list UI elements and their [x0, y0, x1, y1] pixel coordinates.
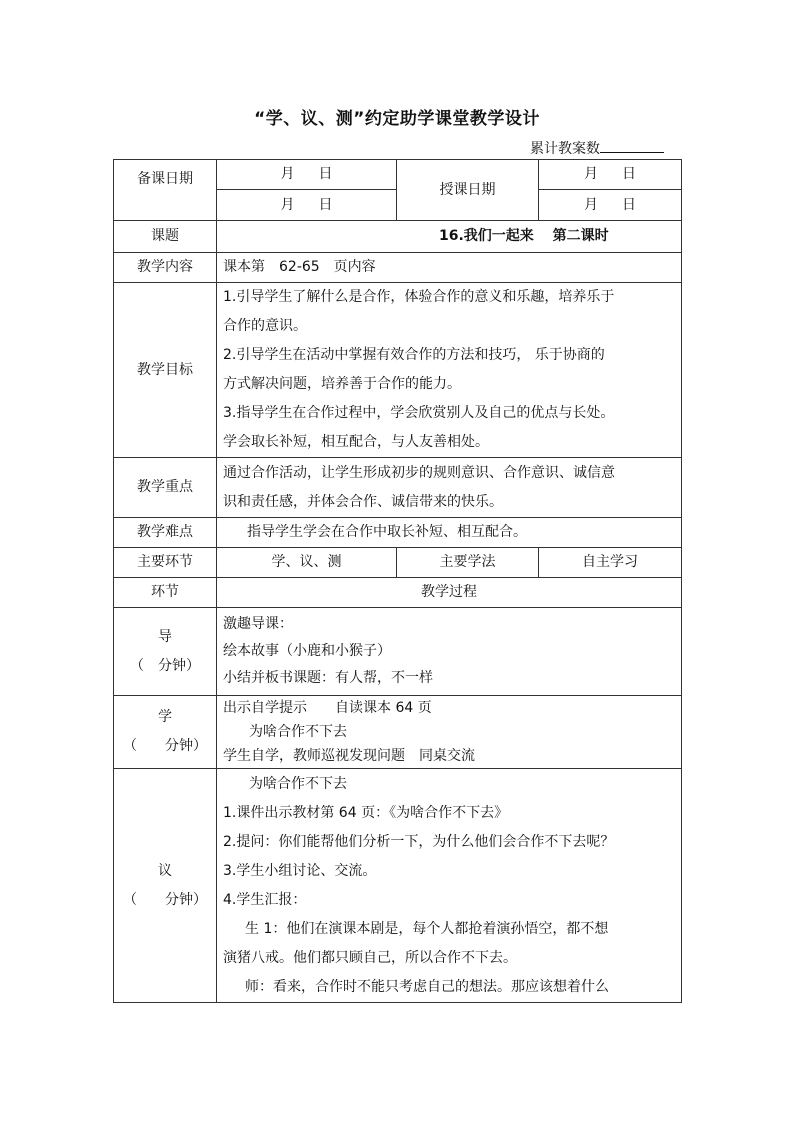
stage-line: 4.学生汇报：: [223, 891, 307, 908]
day-text: 日: [318, 166, 333, 182]
stage-xue-label: [114, 696, 217, 769]
prep-date-label: 备课日期: [114, 160, 217, 221]
stage-line: 为啥合作不下去: [249, 724, 347, 740]
stage-line: 演猪八戒。他们都只顾自己，所以合作不下去。: [223, 949, 517, 966]
stage-line: 生 1：他们在演课本剧是，每个人都抢着演孙悟空，都不想: [245, 920, 609, 937]
stage-time: （ 分钟）: [130, 657, 200, 674]
lesson-plan-table: [113, 159, 682, 1003]
stage-line: 1.课件出示教材第 64 页：《为啥合作不下去》: [223, 804, 509, 821]
day-text: 日: [318, 196, 333, 213]
main-method-label: 主要学法: [397, 548, 539, 578]
goal-line: 3.指导学生在合作过程中，学会欣赏别人及自己的优点与长处。: [223, 405, 615, 421]
teach-date-1: [539, 160, 682, 190]
month-text: 月: [584, 166, 598, 182]
stage-line: 为啥合作不下去: [249, 775, 347, 792]
stage-line: 2.提问：你们能帮他们分析一下，为什么他们会合作不下去呢？: [223, 833, 615, 850]
process-label: 教学过程: [217, 578, 682, 608]
goal-line: 2.引导学生在活动中掌握有效合作的方法和技巧， 乐于协商的: [223, 347, 605, 363]
lesson-counter-blank: [600, 138, 664, 153]
content-label: 教学内容: [114, 253, 217, 283]
stage-name: 学: [158, 709, 172, 725]
month-text: 月: [280, 196, 295, 213]
stage-name: 导: [158, 628, 172, 645]
goal-line: 合作的意识。: [223, 318, 307, 334]
main-link-value: 学、议、测: [217, 548, 397, 578]
stage-time: （ 分钟）: [123, 738, 207, 754]
stage-dao-label: [114, 608, 217, 696]
key-points-cell: [217, 458, 682, 518]
stage-line: 学生自学，教师巡视发现问题 同桌交流: [223, 748, 475, 764]
main-method-value: 自主学习: [539, 548, 682, 578]
stage-line: 激趣导课：: [223, 616, 293, 632]
key-point-line: 通过合作活动，让学生形成初步的规则意识、合作意识、诚信意: [223, 464, 615, 481]
stage-yi-content: [217, 769, 682, 1003]
goal-line: 方式解决问题，培养善于合作的能力。: [223, 376, 461, 392]
page-title: “学、议、测”约定助学课堂教学设计: [254, 109, 540, 129]
lesson-counter: [530, 138, 664, 158]
key-point-line: 识和责任感，并体会合作、诚信带来的快乐。: [223, 493, 503, 510]
stage-xue-content: [217, 696, 682, 769]
stage-line: 小结并板书课题：有人帮，不一样: [223, 670, 433, 686]
goals-label: 教学目标: [114, 283, 217, 458]
prep-date-2: [217, 190, 397, 221]
stage-name: 议: [158, 862, 172, 879]
teach-date-label: 授课日期: [397, 160, 539, 221]
main-link-label: 主要环节: [114, 548, 217, 578]
goal-line: 学会取长补短，相互配合，与人友善相处。: [223, 434, 489, 450]
stage-dao-content: [217, 608, 682, 696]
goals-cell: [217, 283, 682, 458]
stage-line: 3.学生小组讨论、交流。: [223, 862, 377, 879]
stage-line: 师：看来，合作时不能只考虑自己的想法。那应该想着什么: [245, 978, 609, 995]
stage-line: 出示自学提示 自读课本 64 页: [223, 700, 432, 716]
topic-label: 课题: [114, 221, 217, 253]
month-text: 月: [280, 166, 295, 182]
stage-time: （ 分钟）: [123, 891, 207, 908]
teach-date-2: [539, 190, 682, 221]
key-points-label: 教学重点: [114, 458, 217, 518]
lesson-counter-label: 累计教案数: [530, 141, 600, 157]
stage-yi-label: [114, 769, 217, 1003]
stage-line: 绘本故事（小鹿和小猴子）: [223, 643, 391, 659]
difficulty-value: 指导学生学会在合作中取长补短、相互配合。: [217, 518, 682, 548]
content-value: 课本第 62-65 页内容: [217, 253, 682, 283]
goal-line: 1.引导学生了解什么是合作，体验合作的意义和乐趣，培养乐于: [223, 289, 615, 305]
prep-date-1: [217, 160, 397, 190]
difficulty-label: 教学难点: [114, 518, 217, 548]
topic-value: 16.我们一起来 第二课时: [217, 221, 682, 253]
day-text: 日: [622, 196, 636, 213]
link-label: 环节: [114, 578, 217, 608]
month-text: 月: [584, 196, 598, 213]
day-text: 日: [622, 166, 636, 182]
